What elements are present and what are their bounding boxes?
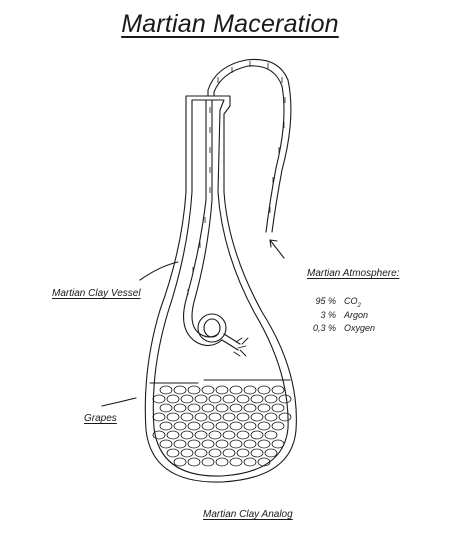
grape xyxy=(202,422,214,430)
grape xyxy=(230,458,242,466)
grape xyxy=(167,413,179,421)
grape xyxy=(258,386,270,394)
tube-outer xyxy=(208,59,291,232)
grape xyxy=(223,413,235,421)
grape xyxy=(223,449,235,457)
grape xyxy=(160,440,172,448)
grapes-label: Grapes xyxy=(84,413,117,424)
grape xyxy=(272,440,284,448)
grape xyxy=(223,395,235,403)
grape xyxy=(174,386,186,394)
atmosphere-gas-subscript: 2 xyxy=(357,302,361,309)
grape xyxy=(244,422,256,430)
grape xyxy=(202,458,214,466)
atmosphere-gas: Argon xyxy=(344,310,369,320)
grape xyxy=(216,422,228,430)
grape xyxy=(258,404,270,412)
atmosphere-percent: 3 % xyxy=(320,310,336,320)
grape xyxy=(258,458,270,466)
grape-cluster xyxy=(153,386,291,466)
grape xyxy=(237,413,249,421)
grape xyxy=(188,440,200,448)
bubbles xyxy=(234,338,248,356)
grape xyxy=(258,422,270,430)
grape xyxy=(251,449,263,457)
grape xyxy=(160,422,172,430)
atmosphere-gas: CO xyxy=(344,296,358,306)
analog-label: Martian Clay Analog xyxy=(203,509,293,520)
grape xyxy=(265,413,277,421)
grape xyxy=(174,458,186,466)
grape xyxy=(174,404,186,412)
grape xyxy=(167,449,179,457)
atmosphere-gas: Oxygen xyxy=(344,323,376,333)
atmosphere-heading: Martian Atmosphere: xyxy=(307,268,400,279)
grape xyxy=(181,413,193,421)
grape xyxy=(195,431,207,439)
diagram-title: Martian Maceration xyxy=(121,10,339,38)
grapes-leader xyxy=(102,398,136,406)
grape xyxy=(202,404,214,412)
grape xyxy=(209,413,221,421)
tube-loop xyxy=(198,314,226,342)
grape xyxy=(223,431,235,439)
grape xyxy=(265,431,277,439)
grape xyxy=(265,449,277,457)
grape xyxy=(174,422,186,430)
grape xyxy=(202,386,214,394)
grape xyxy=(216,458,228,466)
grape xyxy=(251,413,263,421)
grape xyxy=(188,422,200,430)
grape xyxy=(237,449,249,457)
vessel-inner-wall xyxy=(153,100,288,476)
grape xyxy=(272,404,284,412)
grape xyxy=(251,431,263,439)
atmosphere-percent: 0,3 % xyxy=(312,323,336,333)
grape xyxy=(265,395,277,403)
grape xyxy=(272,386,284,394)
grape xyxy=(181,395,193,403)
grape xyxy=(181,449,193,457)
grape xyxy=(181,431,193,439)
grape xyxy=(153,395,165,403)
atmosphere-row-co2 xyxy=(300,296,361,309)
grape xyxy=(202,440,214,448)
grape xyxy=(230,440,242,448)
grape xyxy=(216,386,228,394)
grape xyxy=(237,395,249,403)
grape xyxy=(216,440,228,448)
grape xyxy=(209,431,221,439)
grape xyxy=(258,440,270,448)
atmosphere-row-argon xyxy=(300,310,368,320)
atmosphere-row-oxygen xyxy=(300,323,375,333)
grape xyxy=(272,422,284,430)
grape xyxy=(195,395,207,403)
grape xyxy=(153,413,165,421)
grape xyxy=(216,404,228,412)
grape xyxy=(230,386,242,394)
vessel-label: Martian Clay Vessel xyxy=(52,288,141,299)
grape xyxy=(188,458,200,466)
grape xyxy=(160,386,172,394)
inlet-arrow-shaft xyxy=(270,240,284,258)
grape xyxy=(244,440,256,448)
grape xyxy=(251,395,263,403)
vessel-outer-wall xyxy=(145,96,296,482)
grape xyxy=(279,413,291,421)
tube-end xyxy=(222,334,240,350)
grape xyxy=(188,386,200,394)
grape xyxy=(167,395,179,403)
grape xyxy=(167,431,179,439)
grape xyxy=(279,395,291,403)
grape xyxy=(237,431,249,439)
grape xyxy=(188,404,200,412)
grape xyxy=(195,413,207,421)
grape xyxy=(209,395,221,403)
grape xyxy=(160,404,172,412)
grape xyxy=(244,404,256,412)
grape xyxy=(244,458,256,466)
grape xyxy=(174,440,186,448)
grape xyxy=(230,422,242,430)
grape xyxy=(195,449,207,457)
atmosphere-percent: 95 % xyxy=(315,296,336,306)
tube-loop-inner xyxy=(204,319,220,337)
grape xyxy=(230,404,242,412)
grape xyxy=(244,386,256,394)
grape xyxy=(209,449,221,457)
